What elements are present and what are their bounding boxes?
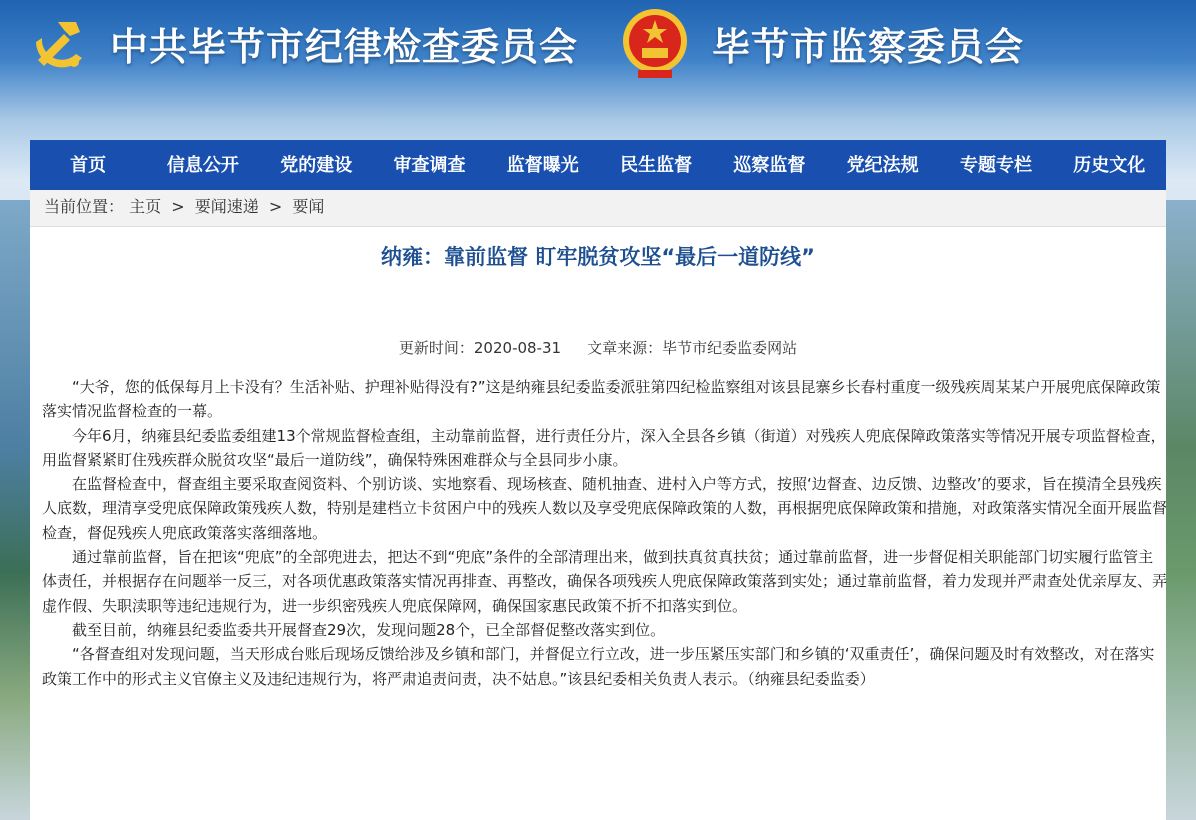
nav-item-history[interactable]: 历史文化 [1073,155,1146,176]
breadcrumb [30,190,1166,227]
site-title-commission: 中共毕节市纪律检查委员会 [110,25,579,69]
nav-item-home[interactable]: 首页 [70,155,107,176]
article-updated-time: 更新时间：2020-08-31 [398,339,562,357]
article-container [30,227,1166,820]
article-source: 文章来源：毕节市纪委监委网站 [587,339,798,357]
nav-item-livelihood[interactable]: 民生监督 [620,155,693,176]
main-navigation [30,140,1166,190]
breadcrumb-link-headlines[interactable]: 要闻 [292,197,325,216]
nav-item-regulations[interactable]: 党纪法规 [846,155,919,176]
article-paragraph: 截至目前，纳雍县纪委监委共开展督查29次，发现问题28个，已全部督促整改落实到位。 [72,620,666,639]
site-title-supervision: 毕节市监察委员会 [712,25,1025,69]
article-paragraph: 通过靠前监督，旨在把该“兜底”的全部兜进去，把达不到“兜底”条件的全部清理出来，做到扶真贫真扶贫；通过靠前监督，进一步督促相关职能部门切实履行监管主体责任，并根据存在问题举一反三，对各项优惠政策落实情况再排查、再整改，确保各项残疾人兜底保障政策落到实处；通过靠前监督，着力发现并严肃查处优亲厚友、弄虚作假、失职渎职等违纪违规行为，进一步织密残疾人兜底保障网，确保国家惠民政策不折不扣落实到位。 [42,548,1168,615]
nav-item-investigation[interactable]: 审查调查 [393,155,466,176]
nav-item-topics[interactable]: 专题专栏 [959,155,1032,176]
article-paragraph: “各督查组对发现问题，当天形成台账后现场反馈给涉及乡镇和部门，并督促立行立改，进一步压紧压实部门和乡镇的‘双重责任’，确保问题及时有效整改，对在落实政策工作中的形式主义官僚主义及违纪违规行为，将严肃追责问责，决不姑息。”该县纪委相关负责人表示。（纳雍县纪委监委） [42,645,1155,688]
national-emblem-icon [620,6,690,80]
background-scenery-right [1166,200,1196,820]
nav-item-inspection[interactable]: 巡察监督 [733,155,806,176]
article-paragraph: 在监督检查中，督查组主要采取查阅资料、个别访谈、实地察看、现场核查、随机抽查、进村入户等方式，按照‘边督查、边反馈、边整改’的要求，旨在摸清全县残疾人底数，理清享受兜底保障政策残疾人数，特别是建档立卡贫困户中的残疾人数以及享受兜底保障政策的人数，再根据兜底保障政策和措施，对政策落实情况全面开展监督检查，督促残疾人兜底政策落实落细落地。 [42,475,1168,542]
article-body [42,375,1168,691]
article-meta [30,337,1166,358]
nav-item-info-disclosure[interactable]: 信息公开 [166,155,239,176]
party-emblem-icon [24,8,94,78]
site-header [0,0,1196,100]
article-paragraph: “大爷，您的低保每月上卡没有？生活补贴、护理补贴得没有?”这是纳雍县纪委监委派驻第四纪检监察组对该县昆寨乡长春村重度一级残疾周某某户开展兜底保障政策落实情况监督检查的一幕。 [42,378,1161,421]
article-paragraph: 今年6月，纳雍县纪委监委组建13个常规监督检查组，主动靠前监督，进行责任分片，深入全县各乡镇（街道）对残疾人兜底保障政策落实等情况开展专项监督检查，用监督紧紧盯住残疾群众脱贫攻坚“最后一道防线”，确保特殊困难群众与全县同步小康。 [42,426,1166,469]
breadcrumb-label: 当前位置： [44,197,125,216]
article-title: 纳雍：靠前监督 盯牢脱贫攻坚“最后一道防线” [381,245,815,269]
breadcrumb-link-home[interactable]: 主页 [129,197,162,216]
breadcrumb-link-news[interactable]: 要闻速递 [194,197,259,216]
breadcrumb-separator: > [268,197,283,216]
nav-item-party-building[interactable]: 党的建设 [280,155,353,176]
nav-item-exposure[interactable]: 监督曝光 [506,155,579,176]
breadcrumb-separator: > [171,197,185,216]
